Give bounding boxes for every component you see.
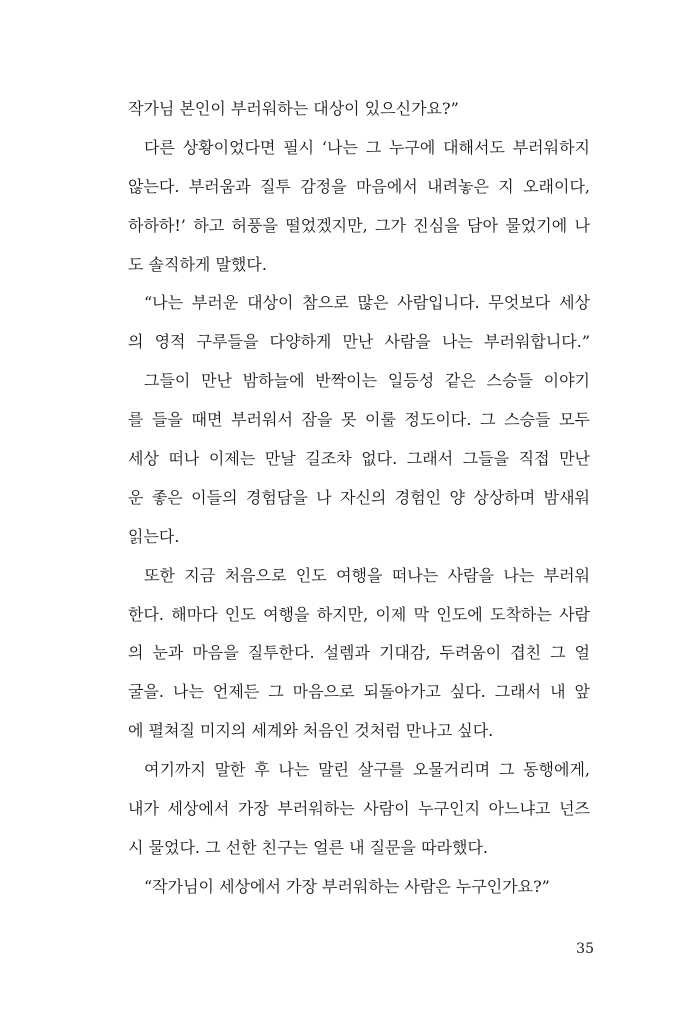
text-line: 그들이 만난 밤하늘에 반짝이는 일등성 같은 스승들 이야기 <box>144 371 590 391</box>
text-line: 내가 세상에서 가장 부러워하는 사람이 누구인지 아느냐고 넌즈 <box>128 799 590 819</box>
text-line: 에 펼쳐질 미지의 세계와 처음인 것처럼 만나고 싶다. <box>128 721 494 741</box>
text-line: 여기까지 말한 후 나는 말린 살구를 오물거리며 그 동행에게, <box>144 760 590 780</box>
text-line: 의 영적 구루들을 다양하게 만난 사람을 나는 부러워합니다.” <box>128 332 590 352</box>
text-line: 를 들을 때면 부러워서 잠을 못 이룰 정도이다. 그 스승들 모두 <box>128 410 590 430</box>
text-line: “나는 부러운 대상이 참으로 많은 사람입니다. 무엇보다 세상 <box>144 293 590 313</box>
text-line: 않는다. 부러움과 질투 감정을 마음에서 내려놓은 지 오래이다, <box>128 176 590 196</box>
text-line: 운 좋은 이들의 경험담을 나 자신의 경험인 양 상상하며 밤새워 <box>128 487 590 507</box>
text-line: 또한 지금 처음으로 인도 여행을 떠나는 사람을 나는 부러워 <box>144 565 590 585</box>
page-number: 35 <box>576 941 594 957</box>
text-line: “작가님이 세상에서 가장 부러워하는 사람은 누구인가요?” <box>144 876 550 896</box>
text-line: 한다. 해마다 인도 여행을 하지만, 이제 막 인도에 도착하는 사람 <box>128 604 590 624</box>
text-line: 읽는다. <box>128 526 180 546</box>
text-line: 시 물었다. 그 선한 친구는 얼른 내 질문을 따라했다. <box>128 837 488 857</box>
text-line: 다른 상황이었다면 필시 ‘나는 그 누구에 대해서도 부러워하지 <box>144 137 590 157</box>
text-line: 하하하!’ 하고 허풍을 떨었겠지만, 그가 진심을 담아 물었기에 나 <box>128 215 590 235</box>
text-line: 도 솔직하게 말했다. <box>128 254 267 274</box>
text-line: 굴을. 나는 언제든 그 마음으로 되돌아가고 싶다. 그래서 내 앞 <box>128 682 590 702</box>
text-line: 세상 떠나 이제는 만날 길조차 없다. 그래서 그들을 직접 만난 <box>128 449 590 469</box>
text-line: 의 눈과 마음을 질투한다. 설렘과 기대감, 두려움이 겹친 그 얼 <box>128 643 590 663</box>
text-line: 작가님 본인이 부러워하는 대상이 있으신가요?” <box>128 99 459 118</box>
body-text <box>128 90 590 907</box>
